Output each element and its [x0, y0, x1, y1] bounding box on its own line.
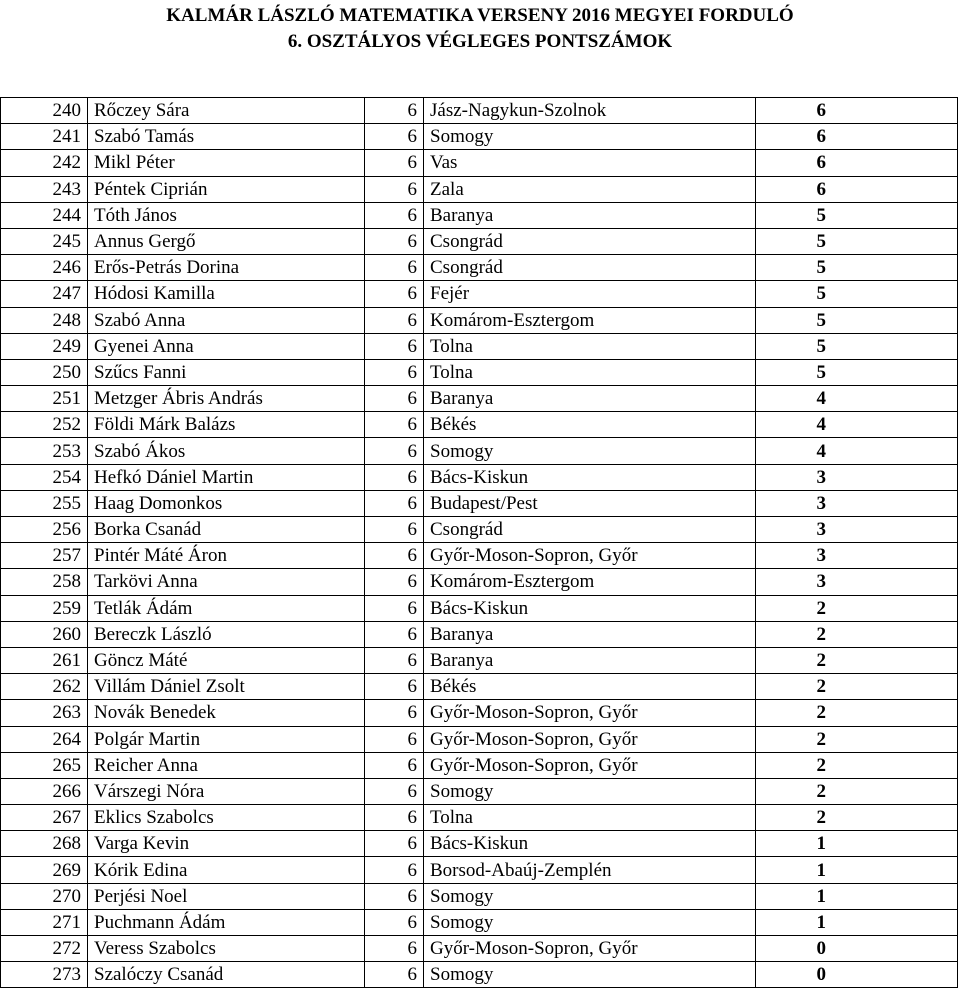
rank-cell: 273 [1, 962, 88, 988]
table-row [1, 726, 958, 752]
county-cell: Zala [424, 176, 756, 202]
table-row [1, 386, 958, 412]
score-cell: 2 [756, 700, 958, 726]
grade-cell: 6 [365, 543, 424, 569]
county-cell: Baranya [424, 202, 756, 228]
table-row [1, 569, 958, 595]
rank-cell: 242 [1, 150, 88, 176]
student-name-cell: Péntek Ciprián [88, 176, 365, 202]
county-cell: Győr-Moson-Sopron, Győr [424, 700, 756, 726]
table-row [1, 281, 958, 307]
county-cell: Borsod-Abaúj-Zemplén [424, 857, 756, 883]
student-name-cell: Várszegi Nóra [88, 778, 365, 804]
county-cell: Fejér [424, 281, 756, 307]
rank-cell: 255 [1, 490, 88, 516]
score-cell: 1 [756, 883, 958, 909]
grade-cell: 6 [365, 621, 424, 647]
county-cell: Győr-Moson-Sopron, Győr [424, 543, 756, 569]
student-name-cell: Szalóczy Csanád [88, 962, 365, 988]
county-cell: Győr-Moson-Sopron, Győr [424, 726, 756, 752]
rank-cell: 245 [1, 228, 88, 254]
table-row [1, 98, 958, 124]
grade-cell: 6 [365, 255, 424, 281]
grade-cell: 6 [365, 150, 424, 176]
rank-cell: 243 [1, 176, 88, 202]
table-row [1, 438, 958, 464]
rank-cell: 268 [1, 831, 88, 857]
student-name-cell: Hódosi Kamilla [88, 281, 365, 307]
grade-cell: 6 [365, 962, 424, 988]
score-cell: 2 [756, 778, 958, 804]
rank-cell: 249 [1, 333, 88, 359]
rank-cell: 264 [1, 726, 88, 752]
student-name-cell: Tóth János [88, 202, 365, 228]
grade-cell: 6 [365, 98, 424, 124]
student-name-cell: Gyenei Anna [88, 333, 365, 359]
grade-cell: 6 [365, 307, 424, 333]
grade-cell: 6 [365, 569, 424, 595]
score-cell: 3 [756, 543, 958, 569]
table-row [1, 621, 958, 647]
score-cell: 6 [756, 150, 958, 176]
grade-cell: 6 [365, 490, 424, 516]
student-name-cell: Puchmann Ádám [88, 909, 365, 935]
grade-cell: 6 [365, 778, 424, 804]
county-cell: Békés [424, 412, 756, 438]
student-name-cell: Göncz Máté [88, 647, 365, 673]
grade-cell: 6 [365, 805, 424, 831]
table-row [1, 700, 958, 726]
table-row [1, 359, 958, 385]
rank-cell: 271 [1, 909, 88, 935]
grade-cell: 6 [365, 124, 424, 150]
grade-cell: 6 [365, 281, 424, 307]
grade-cell: 6 [365, 333, 424, 359]
student-name-cell: Tetlák Ádám [88, 595, 365, 621]
grade-cell: 6 [365, 647, 424, 673]
score-cell: 2 [756, 805, 958, 831]
table-row [1, 412, 958, 438]
grade-cell: 6 [365, 517, 424, 543]
student-name-cell: Rőczey Sára [88, 98, 365, 124]
grade-cell: 6 [365, 909, 424, 935]
rank-cell: 247 [1, 281, 88, 307]
county-cell: Bács-Kiskun [424, 831, 756, 857]
table-row [1, 857, 958, 883]
grade-cell: 6 [365, 595, 424, 621]
student-name-cell: Szabó Ákos [88, 438, 365, 464]
student-name-cell: Reicher Anna [88, 752, 365, 778]
rank-cell: 259 [1, 595, 88, 621]
score-cell: 2 [756, 621, 958, 647]
rank-cell: 257 [1, 543, 88, 569]
student-name-cell: Szabó Anna [88, 307, 365, 333]
score-cell: 3 [756, 569, 958, 595]
table-row [1, 176, 958, 202]
rank-cell: 250 [1, 359, 88, 385]
rank-cell: 251 [1, 386, 88, 412]
grade-cell: 6 [365, 412, 424, 438]
rank-cell: 260 [1, 621, 88, 647]
student-name-cell: Pintér Máté Áron [88, 543, 365, 569]
student-name-cell: Erős-Petrás Dorina [88, 255, 365, 281]
rank-cell: 267 [1, 805, 88, 831]
rank-cell: 265 [1, 752, 88, 778]
table-row [1, 307, 958, 333]
score-cell: 5 [756, 255, 958, 281]
rank-cell: 253 [1, 438, 88, 464]
county-cell: Csongrád [424, 517, 756, 543]
table-row [1, 962, 958, 988]
table-row [1, 543, 958, 569]
county-cell: Békés [424, 674, 756, 700]
rank-cell: 261 [1, 647, 88, 673]
rank-cell: 272 [1, 936, 88, 962]
county-cell: Somogy [424, 962, 756, 988]
rank-cell: 266 [1, 778, 88, 804]
grade-cell: 6 [365, 752, 424, 778]
student-name-cell: Borka Csanád [88, 517, 365, 543]
student-name-cell: Annus Gergő [88, 228, 365, 254]
score-cell: 5 [756, 202, 958, 228]
score-cell: 2 [756, 647, 958, 673]
student-name-cell: Mikl Péter [88, 150, 365, 176]
rank-cell: 262 [1, 674, 88, 700]
grade-cell: 6 [365, 359, 424, 385]
grade-cell: 6 [365, 176, 424, 202]
student-name-cell: Kórik Edina [88, 857, 365, 883]
score-cell: 3 [756, 464, 958, 490]
table-row [1, 883, 958, 909]
county-cell: Budapest/Pest [424, 490, 756, 516]
grade-cell: 6 [365, 674, 424, 700]
county-cell: Tolna [424, 359, 756, 385]
rank-cell: 246 [1, 255, 88, 281]
grade-cell: 6 [365, 726, 424, 752]
rank-cell: 270 [1, 883, 88, 909]
county-cell: Baranya [424, 621, 756, 647]
grade-cell: 6 [365, 386, 424, 412]
student-name-cell: Tarkövi Anna [88, 569, 365, 595]
score-cell: 1 [756, 909, 958, 935]
rank-cell: 240 [1, 98, 88, 124]
county-cell: Somogy [424, 438, 756, 464]
score-cell: 0 [756, 962, 958, 988]
county-cell: Jász-Nagykun-Szolnok [424, 98, 756, 124]
county-cell: Tolna [424, 333, 756, 359]
county-cell: Győr-Moson-Sopron, Győr [424, 936, 756, 962]
grade-cell: 6 [365, 831, 424, 857]
county-cell: Baranya [424, 647, 756, 673]
table-row [1, 124, 958, 150]
student-name-cell: Novák Benedek [88, 700, 365, 726]
score-cell: 5 [756, 307, 958, 333]
table-row [1, 255, 958, 281]
rank-cell: 258 [1, 569, 88, 595]
county-cell: Somogy [424, 883, 756, 909]
rank-cell: 241 [1, 124, 88, 150]
score-cell: 2 [756, 752, 958, 778]
county-cell: Csongrád [424, 255, 756, 281]
score-cell: 1 [756, 857, 958, 883]
county-cell: Baranya [424, 386, 756, 412]
score-cell: 4 [756, 438, 958, 464]
county-cell: Csongrád [424, 228, 756, 254]
table-row [1, 647, 958, 673]
results-table [0, 97, 958, 988]
student-name-cell: Eklics Szabolcs [88, 805, 365, 831]
table-row [1, 805, 958, 831]
table-row [1, 778, 958, 804]
county-cell: Vas [424, 150, 756, 176]
grade-cell: 6 [365, 202, 424, 228]
score-cell: 5 [756, 281, 958, 307]
table-row [1, 936, 958, 962]
table-row [1, 333, 958, 359]
score-cell: 6 [756, 98, 958, 124]
student-name-cell: Villám Dániel Zsolt [88, 674, 365, 700]
student-name-cell: Haag Domonkos [88, 490, 365, 516]
county-cell: Győr-Moson-Sopron, Győr [424, 752, 756, 778]
score-cell: 0 [756, 936, 958, 962]
table-row [1, 228, 958, 254]
rank-cell: 256 [1, 517, 88, 543]
score-cell: 5 [756, 228, 958, 254]
score-cell: 4 [756, 412, 958, 438]
score-cell: 6 [756, 124, 958, 150]
grade-cell: 6 [365, 438, 424, 464]
score-cell: 2 [756, 674, 958, 700]
score-cell: 2 [756, 595, 958, 621]
rank-cell: 263 [1, 700, 88, 726]
student-name-cell: Perjési Noel [88, 883, 365, 909]
rank-cell: 248 [1, 307, 88, 333]
score-cell: 3 [756, 517, 958, 543]
table-row [1, 150, 958, 176]
student-name-cell: Szabó Tamás [88, 124, 365, 150]
results-table-body [1, 98, 958, 988]
document-title: KALMÁR LÁSZLÓ MATEMATIKA VERSENY 2016 MEGYEI FORDULÓ [166, 5, 794, 26]
county-cell: Somogy [424, 909, 756, 935]
county-cell: Komárom-Esztergom [424, 307, 756, 333]
grade-cell: 6 [365, 464, 424, 490]
rank-cell: 244 [1, 202, 88, 228]
rank-cell: 252 [1, 412, 88, 438]
grade-cell: 6 [365, 857, 424, 883]
score-cell: 5 [756, 359, 958, 385]
table-row [1, 595, 958, 621]
table-row [1, 831, 958, 857]
table-row [1, 517, 958, 543]
table-row [1, 464, 958, 490]
score-cell: 3 [756, 490, 958, 516]
student-name-cell: Földi Márk Balázs [88, 412, 365, 438]
county-cell: Tolna [424, 805, 756, 831]
table-row [1, 490, 958, 516]
grade-cell: 6 [365, 936, 424, 962]
table-row [1, 909, 958, 935]
county-cell: Somogy [424, 124, 756, 150]
student-name-cell: Bereczk László [88, 621, 365, 647]
student-name-cell: Hefkó Dániel Martin [88, 464, 365, 490]
document-subtitle: 6. OSZTÁLYOS VÉGLEGES PONTSZÁMOK [287, 31, 673, 52]
county-cell: Somogy [424, 778, 756, 804]
rank-cell: 269 [1, 857, 88, 883]
score-cell: 1 [756, 831, 958, 857]
county-cell: Bács-Kiskun [424, 595, 756, 621]
student-name-cell: Polgár Martin [88, 726, 365, 752]
score-cell: 2 [756, 726, 958, 752]
table-row [1, 202, 958, 228]
rank-cell: 254 [1, 464, 88, 490]
score-cell: 5 [756, 333, 958, 359]
student-name-cell: Szűcs Fanni [88, 359, 365, 385]
student-name-cell: Metzger Ábris András [88, 386, 365, 412]
grade-cell: 6 [365, 700, 424, 726]
table-row [1, 752, 958, 778]
county-cell: Bács-Kiskun [424, 464, 756, 490]
student-name-cell: Varga Kevin [88, 831, 365, 857]
score-cell: 6 [756, 176, 958, 202]
grade-cell: 6 [365, 228, 424, 254]
grade-cell: 6 [365, 883, 424, 909]
county-cell: Komárom-Esztergom [424, 569, 756, 595]
score-cell: 4 [756, 386, 958, 412]
table-row [1, 674, 958, 700]
student-name-cell: Veress Szabolcs [88, 936, 365, 962]
